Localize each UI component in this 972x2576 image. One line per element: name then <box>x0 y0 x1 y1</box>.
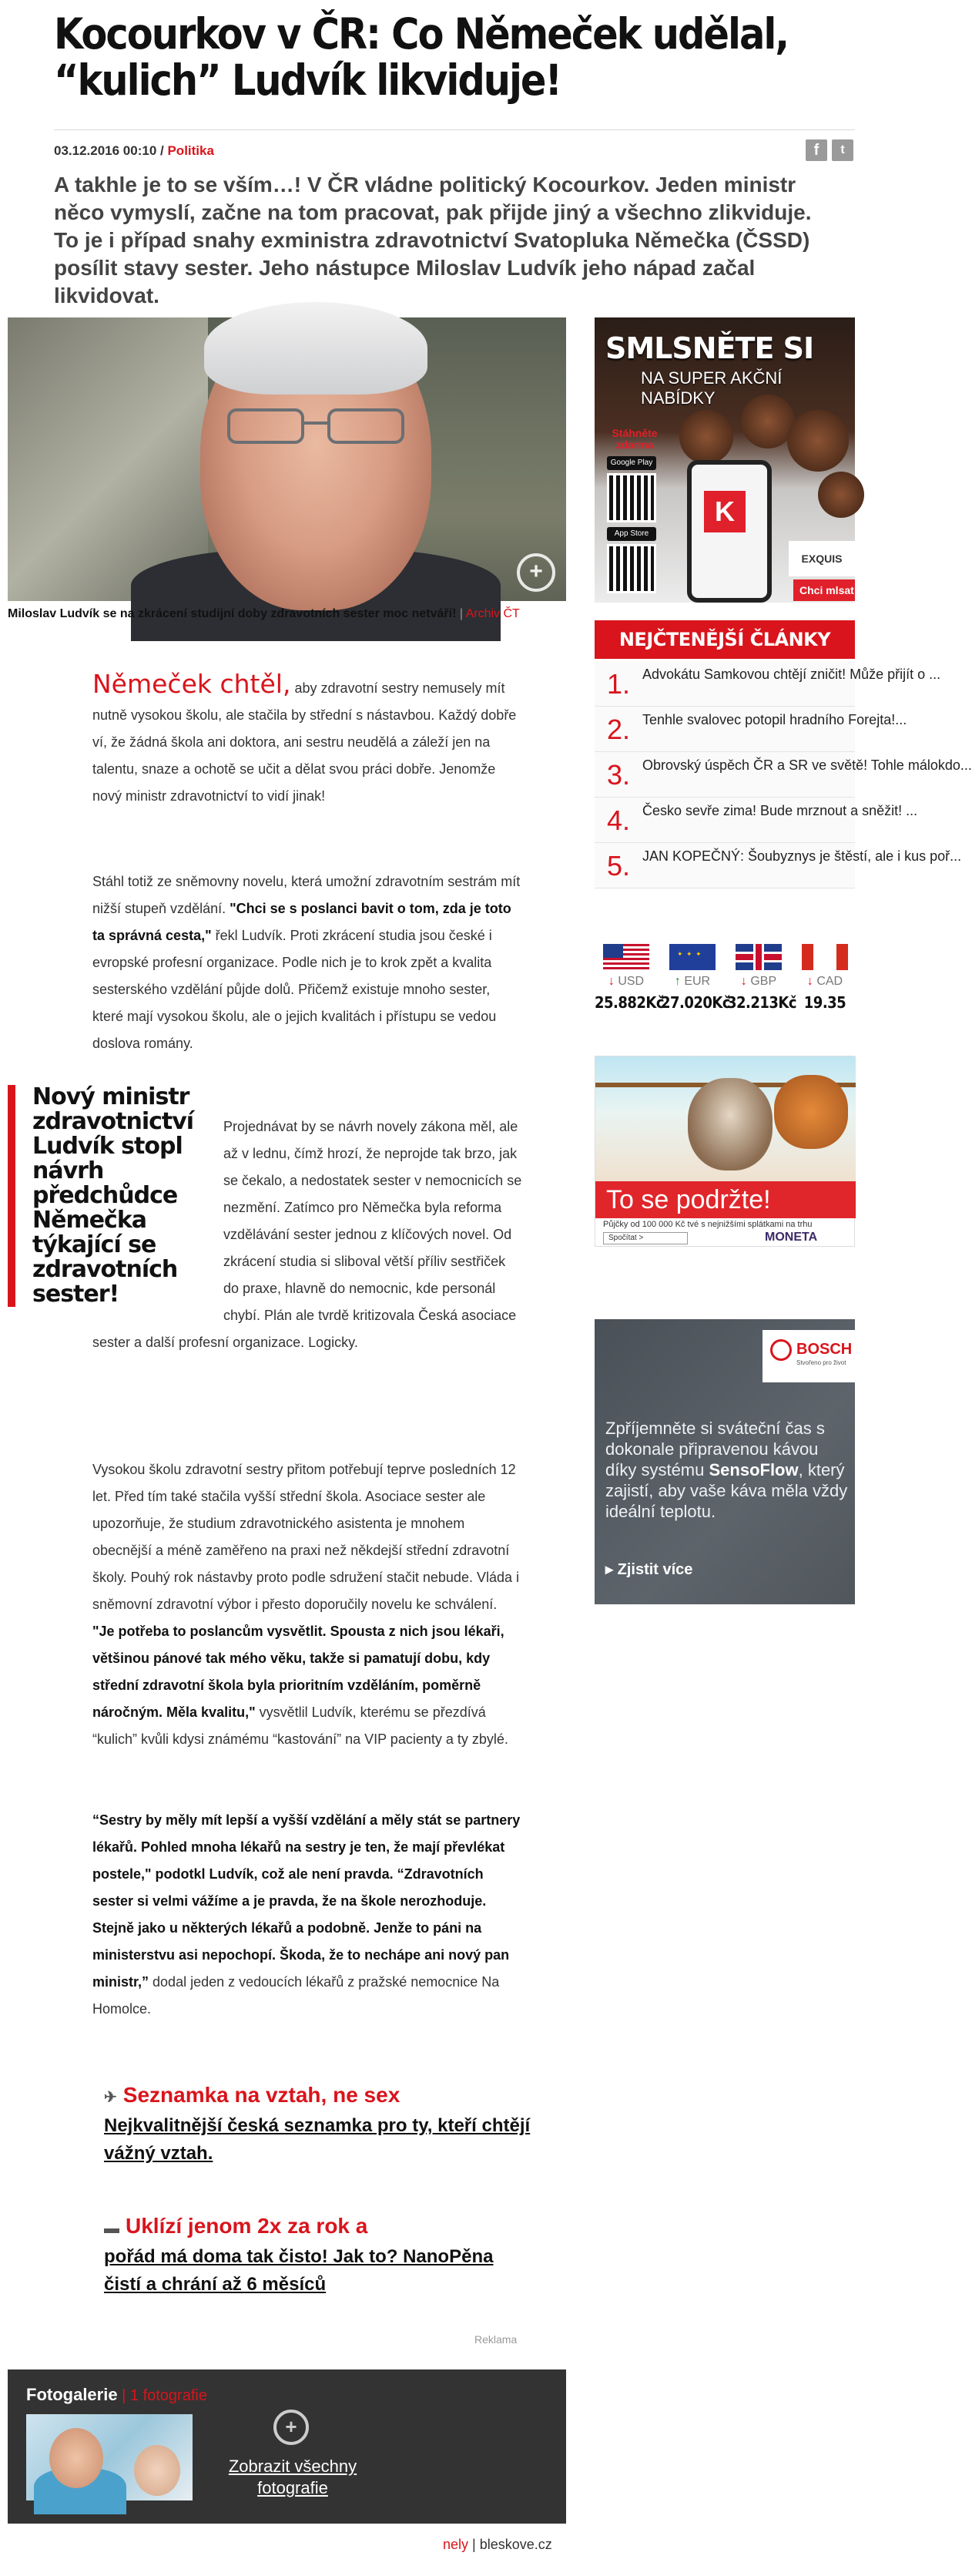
article-date: 03.12.2016 00:10 <box>54 143 157 158</box>
bosch-ad[interactable] <box>595 1319 855 1604</box>
list-item[interactable]: 3. Obrovský úspěch ČR a SR ve světě! Tohle málokdo... <box>595 752 855 798</box>
article-perex: A takhle je to se vším…! V ČR vládne politický Kocourkov. Jeden ministr něco vymyslí, začne na tom pracovat, pak přijde jiný a všechno zlikviduje. To je i případ snahy exministra zdravotnictví Svatopluka Němečka (ČSSD) posílit stavy sester. Jeho nástupce Miloslav Ludvík jeho nápad začal likvidovat. <box>54 173 812 307</box>
promo-link[interactable]: Nejkvalitnější česká seznamka pro ty, kteří chtějí vážný vztah. <box>104 2115 531 2164</box>
paragraph-3: Projednávat by se návrh novely zákona měl, ale až v lednu, čímž hrozí, že neprojde tak brzo, jak se čekalo, a nedostatek sester v nemocnicích se nezmění. Zatímco pro Němečka byla reforma vzdělávání sester jednou z klíčových novel. Od zkrácení studia si sliboval větší příliv sestřiček do praxe, hlavně do nemocnic, kde personál chybí. Plán ale tvrdě kritizovala Česká asociace sester a další profesní organizace. Logicky. <box>92 1119 522 1350</box>
most-read-list <box>595 661 972 888</box>
heart-arrow-icon: ✈ <box>104 2089 117 2106</box>
most-read-heading: NEJČTENĚJŠÍ ČLÁNKY <box>595 620 855 659</box>
bosch-logo: BOSCH Stvořeno pro život <box>763 1330 855 1382</box>
currency-rates <box>595 944 855 1029</box>
list-item[interactable]: 4. Česko sevře zima! Bude mrznout a sněžit! ... <box>595 798 855 843</box>
paragraph-4: Vysokou školu zdravotní sestry přitom potřebují teprve posledních 12 let. Před tím také stačila vyšší střední škola. Asociace sester ale upozorňuje, že studium zdravotnického asistenta je mnohem obecnější a méně zaměřeno na praxi než někdejší střední zdravotní školy. Pouhý rok nástavby proto podle sdružení stačit nebude. Vláda i sněmovní zdravotní výbor i přesto doporučily novelu ke schválení. <box>92 1462 519 1612</box>
download-label: Stáhněte zdarma <box>612 427 658 451</box>
ad-subline: NA SUPER AKČNÍ NABÍDKY <box>641 368 783 408</box>
show-all-photos-link[interactable]: Zobrazit všechny fotografie <box>228 2457 357 2497</box>
paragraph-1: Němeček chtěl, aby zdravotní sestry nemusely mít nutně vysokou školu, ale stačila by střední s nástavbou. Každý dobře ví, že žádná škola ani doktora, ani sestru neudělá a záleží jen na talentu, snaze a ochotě se učit a dělat svou práci dobře. Jenomže nový ministr zdravotnictví to vidí jinak! <box>92 669 517 804</box>
bosch-ring-icon <box>770 1339 792 1361</box>
list-item[interactable]: 2. Tenhle svalovec potopil hradního Forejta!... <box>595 707 855 752</box>
currency-cad: ↓ CAD 19.35 <box>793 944 856 1012</box>
ad-banner-text: To se podržte! <box>595 1181 856 1218</box>
zoom-icon[interactable]: + <box>517 553 555 592</box>
list-item[interactable]: 1. Advokátu Samkovou chtějí zničit! Může přijít o ... <box>595 661 855 707</box>
gb-flag-icon <box>736 944 782 970</box>
ad-text: Zpříjemněte si sváteční čas s dokonale připravenou kávou díky systému SensoFlow, který zajistí, aby vaše káva měla vždy ideální teplotu. <box>605 1419 848 1521</box>
ad-headline: SMLSNĚTE SI <box>605 331 814 365</box>
paragraph-2: Stáhl totiž ze sněmovny novelu, která umožní zdravotním sestrám mít nižší stupeň vzdělání. "Chci se s poslanci bavit o tom, zda je toto ta správná cesta," řekl Ludvík. Proti zkrácení studia jsou české i evropské profesní organizace. Podle nich je to krok zpět a kvalita sesterského vzdělání půjde dolů. Přičemž existuje mnoho sester, které mají vysokou školu, ale o jejich kvalitách i přístupu se vedou doslova romány. <box>92 874 521 1051</box>
footer-site[interactable]: bleskove.cz <box>479 2537 552 2552</box>
moneta-ad[interactable] <box>595 1056 855 1247</box>
article-date-category: 03.12.2016 00:10 / Politika <box>54 143 214 158</box>
promo-seznamka[interactable]: ✈ Seznamka na vztah, ne sex Nejkvalitnější česká seznamka pro ty, kteří chtějí vážný vztah. <box>104 2081 535 2168</box>
gallery-title: Fotogalerie | 1 fotografie <box>26 2385 207 2404</box>
footer: nely | bleskove.cz <box>443 2537 552 2552</box>
ad-small-text: Půjčky od 100 000 Kč tvé s nejnižšími splátkami na trhu <box>603 1220 813 1229</box>
learn-more-link[interactable]: ▸ Zjistit více <box>605 1561 693 1578</box>
ca-flag-icon <box>802 944 848 970</box>
article-meta <box>54 129 855 168</box>
photo-caption: Miloslav Ludvík se na zkrácení studijní doby zdravotních sester moc netváří! | Archiv ČT <box>8 607 520 620</box>
facebook-share-icon[interactable]: f <box>806 139 827 161</box>
photo-gallery <box>8 2369 566 2524</box>
list-item[interactable]: 5. JAN KOPEČNÝ: Šoubyznys je štěstí, ale i kus poř... <box>595 843 855 888</box>
footer-author-link[interactable]: nely <box>443 2537 469 2552</box>
pull-quote: Nový ministr zdravotnictví Ludvík stopl návrh předchůdce Němečka týkající se zdravotních sester! <box>8 1085 208 1307</box>
promo-link[interactable]: pořád má doma tak čisto! Jak to? NanoPěna čistí a chrání až 6 měsíců <box>104 2246 494 2295</box>
kaufland-ad[interactable] <box>595 317 855 603</box>
currency-usd: ↓ USD 25.882Kč <box>595 944 658 1012</box>
card-icon: ▬ <box>104 2220 119 2237</box>
article-photo[interactable] <box>8 317 566 601</box>
gallery-thumbnail[interactable] <box>26 2414 193 2500</box>
ad-image <box>595 1056 856 1181</box>
play-icon: ▸ <box>605 1561 618 1578</box>
kaufland-logo: K <box>704 491 746 532</box>
ad-label: Reklama <box>474 2333 518 2346</box>
app-store-badge: App Store <box>607 527 656 541</box>
category-link[interactable]: Politika <box>167 143 214 158</box>
currency-gbp: ↓ GBP 32.213Kč <box>727 944 790 1012</box>
paragraph-5: "Je potřeba to poslancům vysvětlit. Spousta z nich jsou lékaři, většinou pánové tak mého věku, takže si pamatují dobu, kdy střední zdravotní škola byla prioritním vzděláním, poměrně náročným. Měla kvalitu," vysvětlil Ludvík, kterému se přezdívá “kulich” kvůli kdysi známému “kastování” na VIP pacienty a ty zbylé. <box>92 1624 508 1747</box>
eu-flag-icon <box>669 944 716 970</box>
google-play-badge: Google Play <box>607 456 656 470</box>
qr-code-icon <box>607 544 656 593</box>
paragraph-6: “Sestry by měly mít lepší a vyšší vzdělání a měly stát se partnery lékařů. Pohled mnoha lékařů na sestry je ten, že mají převlékat postele," podotkl Ludvík, což ale není pravda. “Zdravotních sester si velmi vážíme a je pravda, že na škole nerozhoduje. Stejně jako u některých lékařů a podobně. Jenže to páni na ministerstvu asi nepochopí. Škoda, že to nechápe ani nový pan ministr,” dodal jeden z vedoucích lékařů z pražské nemocnice Na Homolce. <box>92 1812 521 2017</box>
zoom-icon[interactable]: + <box>273 2410 309 2445</box>
calculate-button[interactable]: Spočítat > <box>603 1232 688 1244</box>
photo-source-link[interactable]: Archiv ČT <box>465 607 520 620</box>
qr-code-icon <box>607 473 656 522</box>
exquisa-logo: EXQUIS <box>789 541 855 576</box>
currency-eur: ✦ ✦ ✦ ↑ EUR 27.020Kč <box>661 944 724 1012</box>
us-flag-icon <box>603 944 649 970</box>
ad-cta-button[interactable]: Chci mlsat <box>793 579 855 601</box>
article-title: Kocourkov v ČR: Co Němeček udělal, “kulich” Ludvík likviduje! <box>54 9 789 105</box>
moneta-logo: MONETA <box>765 1231 818 1244</box>
promo-nanopena[interactable]: ▬ Uklízí jenom 2x za rok a pořád má doma tak čisto! Jak to? NanoPěna čistí a chrání až 6 měsíců <box>104 2212 535 2299</box>
twitter-share-icon[interactable]: t <box>832 139 853 161</box>
